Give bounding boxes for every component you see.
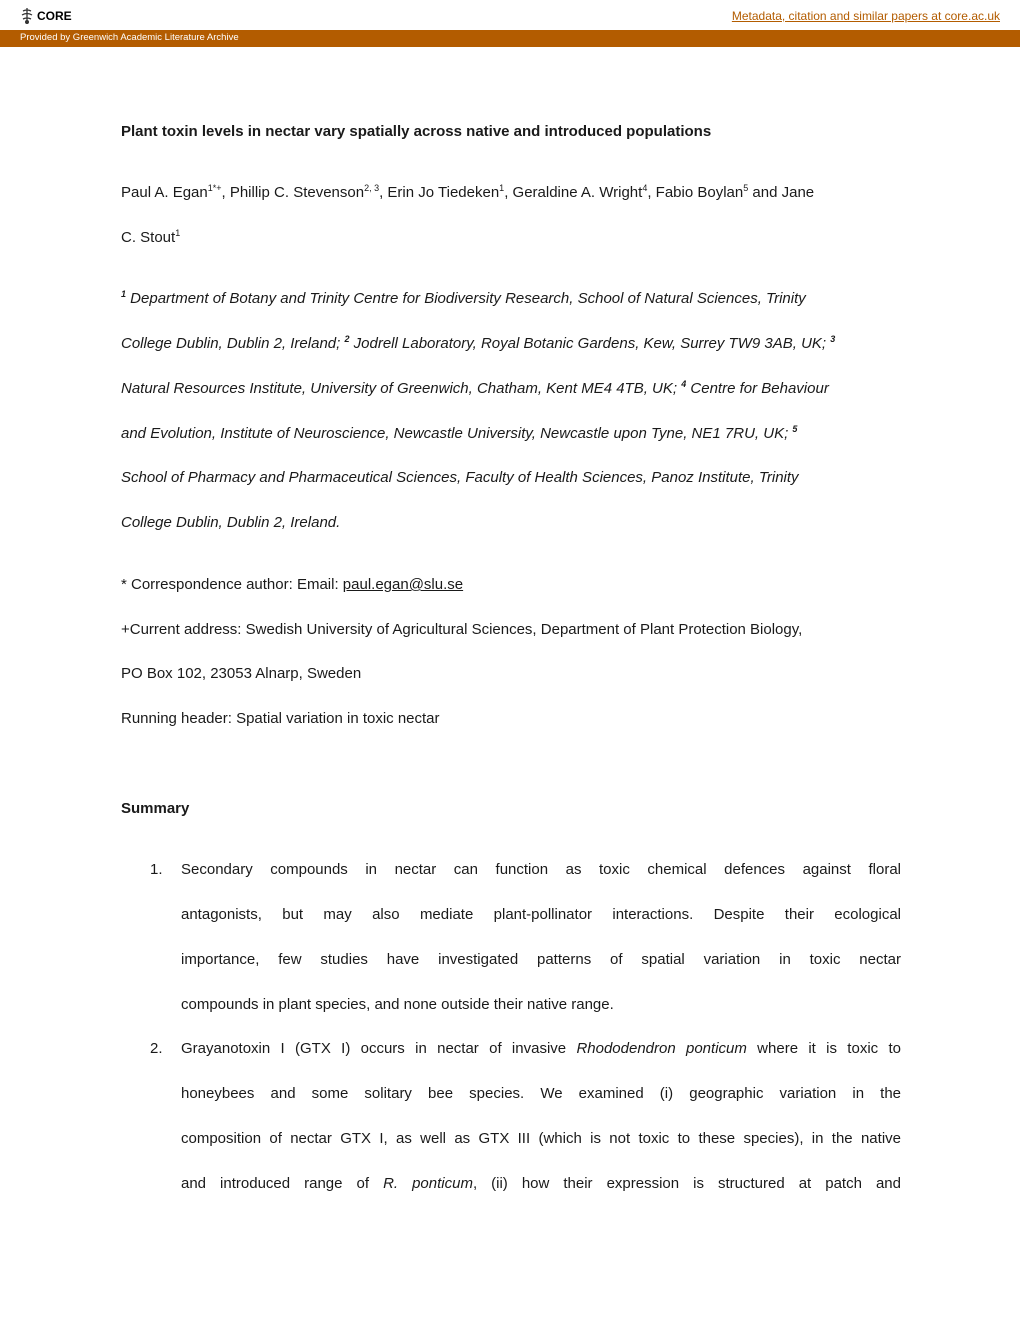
summary-item-2-line-2: honeybees and some solitary bee species. We examined (i) geographic variation in the bbox=[181, 1085, 901, 1102]
running-header: Running header: Spatial variation in toxic nectar bbox=[121, 710, 440, 727]
provider-text: Provided by Greenwich Academic Literature Archive bbox=[20, 32, 239, 43]
correspondence-email-link[interactable]: paul.egan@slu.se bbox=[342, 576, 464, 593]
author-name: and Jane bbox=[748, 184, 815, 201]
summary-item-1-line-2: antagonists, but may also mediate plant-pollinator interactions. Despite their ecological bbox=[181, 906, 901, 923]
author-sup: 1 bbox=[499, 183, 505, 193]
list-number: 2. bbox=[150, 1040, 163, 1057]
summary-item-2-line-4 bbox=[181, 1175, 901, 1195]
author-sup: 5 bbox=[743, 183, 749, 193]
summary-text: and introduced range of bbox=[181, 1175, 384, 1192]
author-name: Paul A. Egan bbox=[121, 184, 208, 201]
affil-text: and Evolution, Institute of Neuroscience, Newcastle University, Newcastle upon Tyne, NE1 7RU, UK; bbox=[121, 425, 793, 442]
affil-sup: 3 bbox=[830, 334, 836, 344]
affil-sup: 4 bbox=[681, 379, 687, 389]
author-name: , Phillip C. Stevenson bbox=[221, 184, 365, 201]
core-logo-icon bbox=[20, 7, 34, 25]
affil-text: Department of Botany and Trinity Centre for Biodiversity Research, School of Natural Sciences, Trinity bbox=[126, 290, 806, 307]
current-address-line-1: +Current address: Swedish University of Agricultural Sciences, Department of Plant Protection Biology, bbox=[121, 621, 803, 638]
author-line-1 bbox=[121, 184, 814, 201]
summary-text: , (ii) how their expression is structured at patch and bbox=[472, 1175, 901, 1192]
summary-heading: Summary bbox=[121, 800, 190, 817]
summary-item-1-line-4: compounds in plant species, and none outside their native range. bbox=[181, 996, 614, 1013]
author-sup: 1 bbox=[175, 228, 181, 238]
species-name: Rhododendron ponticum bbox=[576, 1040, 747, 1057]
affiliation-line-2 bbox=[121, 335, 835, 352]
core-metadata-link[interactable]: Metadata, citation and similar papers at core.ac.uk bbox=[731, 9, 1000, 23]
author-sup: 2, 3 bbox=[364, 183, 380, 193]
summary-item-1-line-3: importance, few studies have investigated patterns of spatial variation in toxic nectar bbox=[181, 951, 901, 968]
species-name: R. ponticum bbox=[383, 1175, 473, 1192]
affiliation-line-3 bbox=[121, 380, 829, 397]
affil-sup: 2 bbox=[344, 334, 350, 344]
affiliation-line-4 bbox=[121, 425, 797, 442]
affil-text: Jodrell Laboratory, Royal Botanic Gardens, Kew, Surrey TW9 3AB, UK; bbox=[349, 335, 831, 352]
author-line-2 bbox=[121, 229, 180, 246]
affil-sup: 1 bbox=[121, 289, 127, 299]
affil-text: Natural Resources Institute, University of Greenwich, Chatham, Kent ME4 4TB, UK; bbox=[121, 380, 682, 397]
author-sup: 1*+ bbox=[207, 183, 222, 193]
correspondence bbox=[121, 576, 463, 593]
summary-item-2-line-1 bbox=[181, 1040, 901, 1060]
author-name: , Geraldine A. Wright bbox=[504, 184, 643, 201]
list-number: 1. bbox=[150, 861, 163, 878]
author-sup: 4 bbox=[642, 183, 648, 193]
affil-text: College Dublin, Dublin 2, Ireland; bbox=[121, 335, 345, 352]
affil-sup: 5 bbox=[792, 424, 798, 434]
core-logo-text: CORE bbox=[37, 9, 72, 23]
summary-item-2-line-3: composition of nectar GTX I, as well as GTX III (which is not toxic to these species), in the native bbox=[181, 1130, 901, 1147]
core-logo[interactable] bbox=[20, 6, 72, 26]
correspondence-label: * Correspondence author: Email: bbox=[121, 576, 343, 593]
core-header bbox=[0, 0, 1020, 30]
author-name: , Fabio Boylan bbox=[647, 184, 744, 201]
author-name: C. Stout bbox=[121, 229, 176, 246]
affil-text: Centre for Behaviour bbox=[686, 380, 829, 397]
summary-text: where it is toxic to bbox=[746, 1040, 901, 1057]
paper-title: Plant toxin levels in nectar vary spatially across native and introduced populations bbox=[121, 123, 712, 140]
summary-text: Grayanotoxin I (GTX I) occurs in nectar of invasive bbox=[181, 1040, 577, 1057]
affiliation-line-1 bbox=[121, 290, 806, 307]
summary-item-1-line-1: Secondary compounds in nectar can function as toxic chemical defences against floral bbox=[181, 861, 901, 878]
affiliation-line-6: College Dublin, Dublin 2, Ireland. bbox=[121, 514, 341, 531]
author-name: , Erin Jo Tiedeken bbox=[379, 184, 500, 201]
affiliation-line-5: School of Pharmacy and Pharmaceutical Sciences, Faculty of Health Sciences, Panoz Institute, Trinity bbox=[121, 469, 799, 486]
provider-bar bbox=[0, 30, 1020, 47]
current-address-line-2: PO Box 102, 23053 Alnarp, Sweden bbox=[121, 665, 362, 682]
